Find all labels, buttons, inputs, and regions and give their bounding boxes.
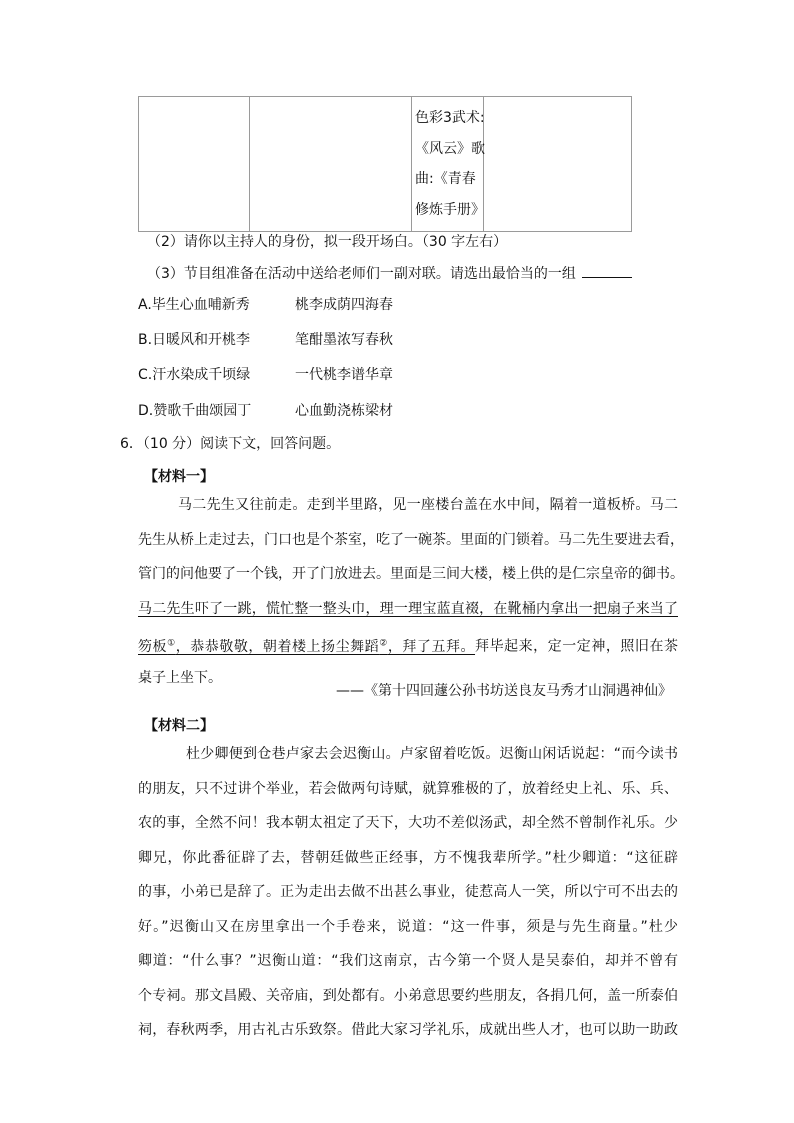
paragraph-line <box>138 626 678 661</box>
option-c-right: 一代桃李谱华章 <box>295 367 393 383</box>
underlined-line: 马二先生吓了一跳，慌忙整一整头巾，理一理宝蓝直裰，在靴桶内拿出一把扇子来当了 <box>138 600 678 617</box>
paragraph-line: 农的事，全然不问！我本朝太祖定了天下，大功不差似汤武，却全然不曾制作礼乐。少 <box>138 815 678 831</box>
option-b-left: B.日暖风和开桃李 <box>138 332 251 348</box>
underlined-phrase: ，恭恭敬敬，朝着楼上扬尘舞蹈 <box>175 638 380 655</box>
paragraph-line: 个专祠。那文昌殿、关帝庙，到处都有。小弟意思要约些朋友，各捐几何，盖一所泰伯 <box>138 987 678 1004</box>
cell-text: 曲:《青春 <box>415 171 476 187</box>
option-b-right: 笔酣墨浓写春秋 <box>295 332 393 348</box>
option-c <box>138 365 393 385</box>
paragraph-line: 卿兄，你此番征辟了去，替朝廷做些正经事，方不愧我辈所学。”杜少卿道：“这征辟 <box>138 849 678 866</box>
option-a-left: A.毕生心血哺新秀 <box>138 297 250 313</box>
cell-text: 《风云》歌 <box>415 140 485 157</box>
paragraph-line: 祠，春秋两季，用古礼古乐致祭。借此大家习学礼乐，成就出些人才，也可以助一助政 <box>138 1022 678 1038</box>
question-6: 6．（10 分）阅读下文，回答问题。 <box>120 436 341 452</box>
table-cell <box>250 97 412 232</box>
paragraph-line: 管门的问他要了一个钱，开了门放进去。里面是三间大楼，楼上供的是仁宗皇帝的御书。 <box>138 566 684 582</box>
paragraph-line: 杜少卿便到仓巷卢家去会迟衡山。卢家留着吃饭。迟衡山闲话说起：“而今读书 <box>186 746 678 762</box>
material-1-label: 【材料一】 <box>144 469 214 485</box>
cell-text: 修炼手册》 <box>415 201 485 218</box>
option-d-right: 心血勤浇栋梁材 <box>295 403 393 419</box>
footnote-marker-1: ① <box>167 638 176 648</box>
paragraph-line: 的朋友，只不过讲个举业，若会做两句诗赋，就算雅极的了，放着经史上礼、乐、兵、 <box>138 780 678 797</box>
underlined-text <box>138 639 475 655</box>
program-table <box>138 96 632 232</box>
paragraph-line: 好。”迟衡山又在房里拿出一个手卷来，说道：“这一件事，须是与先生商量。”杜少 <box>138 918 678 935</box>
option-b <box>138 330 393 350</box>
material-1-text <box>138 488 684 695</box>
paragraph-line: 的事，小弟已是辞了。正为走出去做不出甚么事业，徒惹高人一笑，所以宁可不出去的 <box>138 884 678 900</box>
underlined-phrase: ，拜了五拜。 <box>387 638 476 655</box>
plain-text: 拜毕起来，定一定神，照旧在茶 <box>475 638 679 655</box>
table-cell <box>139 97 250 232</box>
paragraph-line: 先生从桥上走过去，门口也是个茶室，吃了一碗茶。里面的门锁着。马二先生要进去看， <box>138 531 684 548</box>
option-c-left: C.汗水染成千顷绿 <box>138 367 251 383</box>
question-3-text: （3）节目组准备在活动中送给老师们一副对联。请选出最恰当的一组 <box>147 266 576 282</box>
underlined-word: 笏板 <box>138 638 168 655</box>
answer-blank[interactable] <box>582 263 632 278</box>
question-2: （2）请你以主持人的身份，拟一段开场白。（30 字左右） <box>147 234 508 250</box>
table-cell <box>484 97 632 232</box>
question-3 <box>147 263 632 284</box>
paragraph-line: 卿道：“什么事？”迟衡山道：“我们这南京，古今第一个贤人是吴泰伯，却并不曾有 <box>138 953 678 969</box>
option-a <box>138 295 393 315</box>
source-citation: ——《第十四回蘧公孙书坊送良友马秀才山洞遇神仙》 <box>336 683 672 699</box>
material-2-label: 【材料二】 <box>144 718 214 734</box>
cell-text: 色彩3武术: <box>415 110 485 126</box>
material-2-text <box>138 737 678 1048</box>
option-d <box>138 401 393 421</box>
table-row <box>139 97 632 232</box>
table-cell-program <box>412 97 484 232</box>
option-a-right: 桃李成荫四海春 <box>295 297 393 313</box>
option-d-left: D.赞歌千曲颂园丁 <box>138 403 252 419</box>
paragraph-line: 桌子上坐下。 <box>138 669 222 686</box>
footnote-marker-2: ② <box>379 638 388 648</box>
paragraph-line: 马二先生又往前走。走到半里路，见一座楼台盖在水中间，隔着一道板桥。马二 <box>178 497 678 513</box>
